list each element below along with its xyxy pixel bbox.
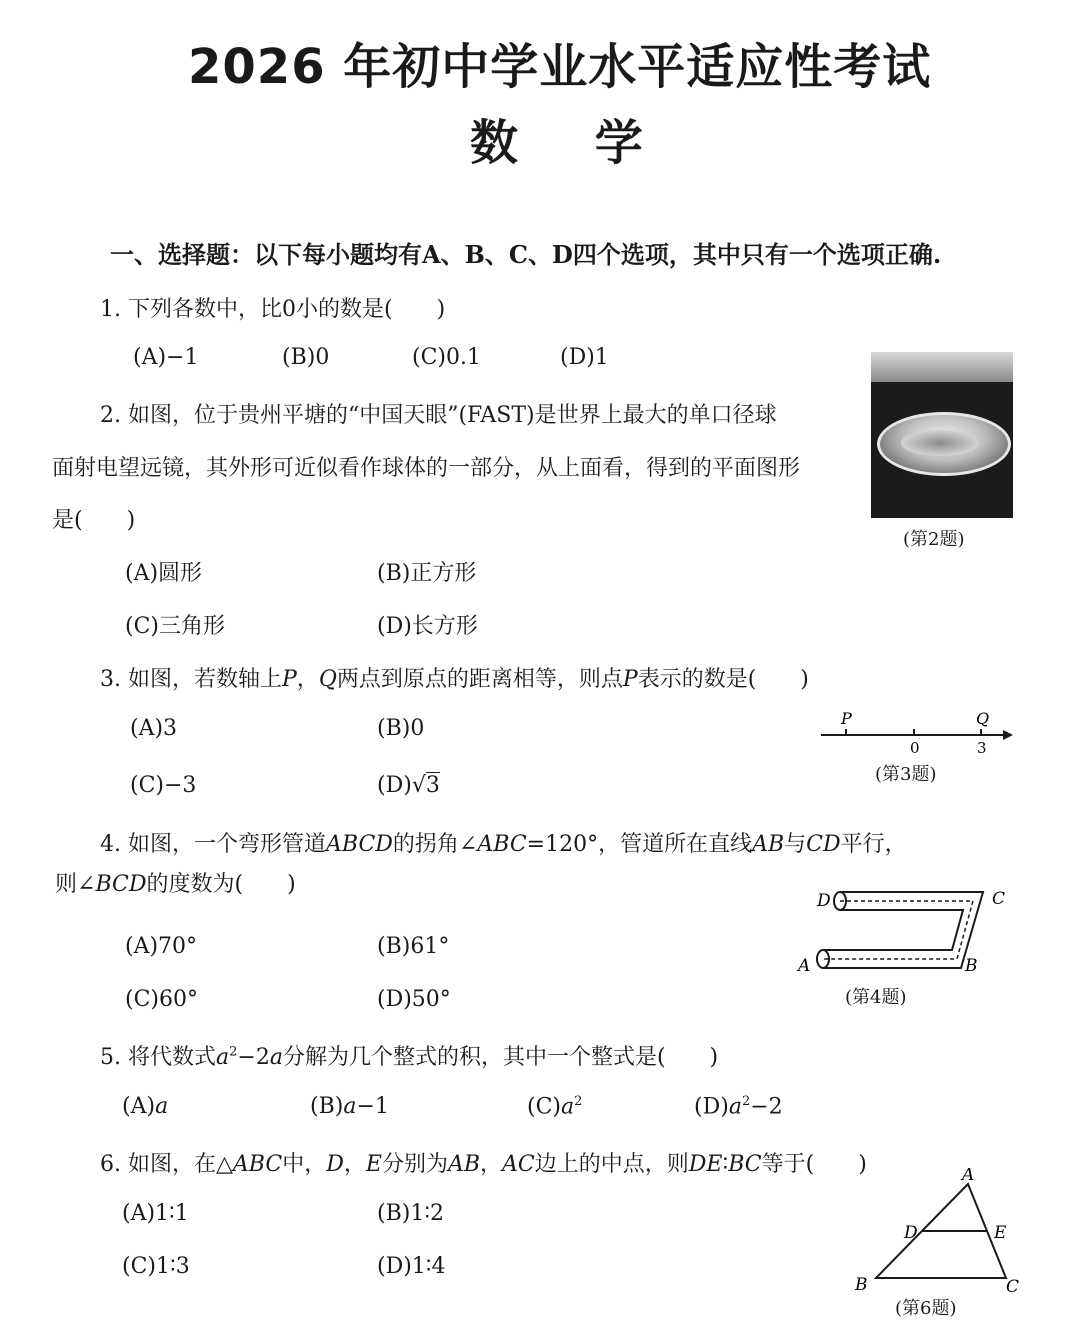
figure-4-caption: (第4题) [845, 987, 907, 1008]
figure-6-caption: (第6题) [895, 1298, 957, 1319]
figure-6-label-d: D [904, 1223, 918, 1243]
question-3-option-a[interactable]: (A)3 [130, 716, 178, 741]
figure-4-label-d: D [817, 891, 831, 911]
question-6-text: 6. 如图，在△ABC中，D，E分别为AB，AC边上的中点，则DE∶BC等于( ) [100, 1152, 867, 1177]
question-5-option-c[interactable]: $(C)a^2$ [527, 1094, 583, 1120]
figure-4-label-c: C [992, 889, 1006, 909]
question-6-option-d[interactable]: (D)1∶4 [377, 1254, 446, 1279]
question-3-option-c[interactable]: (C)−3 [130, 773, 197, 798]
figure-3-number-line [815, 705, 1020, 760]
question-1-option-c[interactable]: (C)0.1 [412, 345, 481, 370]
question-4-option-b[interactable]: (B)61° [377, 934, 450, 959]
question-3-option-b[interactable]: (B)0 [377, 716, 425, 741]
question-2-option-c[interactable]: (C)三角形 [125, 614, 225, 639]
question-1-option-d[interactable]: (D)1 [560, 345, 609, 370]
figure-6-triangle [848, 1168, 1023, 1293]
figure-6-label-a: A [962, 1168, 975, 1185]
fast-telescope-photo [871, 352, 1013, 518]
question-6-option-b[interactable]: (B)1∶2 [377, 1201, 445, 1226]
question-5-option-a[interactable]: (A)a [122, 1094, 169, 1119]
question-4-line-1: 4. 如图，一个弯形管道ABCD的拐角∠ABC=120°，管道所在直线AB与CD平行， [100, 832, 907, 857]
question-6-option-a[interactable]: (A)1∶1 [122, 1201, 189, 1226]
question-2-option-d[interactable]: (D)长方形 [377, 614, 478, 639]
figure-3-label-q: Q [976, 709, 990, 728]
figure-3-tick-0: 0 [910, 739, 920, 757]
question-4-option-d[interactable]: (D)50° [377, 987, 451, 1012]
figure-3-label-p: P [841, 709, 852, 728]
figure-4-label-b: B [965, 956, 978, 976]
question-3-option-d[interactable]: (D)√3 [377, 773, 440, 798]
question-1-option-b[interactable]: (B)0 [282, 345, 330, 370]
question-4-option-a[interactable]: (A)70° [125, 934, 198, 959]
question-5-option-d[interactable]: $(D)a^2-2$ [694, 1094, 783, 1120]
section-heading: 一、选择题：以下每小题均有A、B、C、D四个选项，其中只有一个选项正确. [110, 240, 942, 269]
question-4-line-2: 则∠BCD的度数为( ) [55, 872, 296, 897]
figure-3-tick-3: 3 [977, 739, 987, 757]
question-3-text: 3. 如图，若数轴上P，Q两点到原点的距离相等，则点P表示的数是( ) [100, 667, 809, 692]
question-5-text: 5. 将代数式$a^2-2a$分解为几个整式的积，其中一个整式是( ) [100, 1044, 719, 1070]
figure-6-label-e: E [994, 1223, 1007, 1243]
question-6-option-c[interactable]: (C)1∶3 [122, 1254, 190, 1279]
figure-4-label-a: A [798, 956, 811, 976]
question-4-option-c[interactable]: (C)60° [125, 987, 198, 1012]
figure-6-label-b: B [855, 1275, 868, 1293]
question-2-option-a[interactable]: (A)圆形 [125, 561, 203, 586]
question-5-option-b[interactable]: (B)a−1 [310, 1094, 389, 1119]
subject-title: 数 学 [470, 115, 673, 171]
exam-title: 2026 年初中学业水平适应性考试 [188, 39, 932, 95]
question-1-text: 1. 下列各数中，比0小的数是( ) [100, 297, 446, 322]
question-1-option-a[interactable]: (A)−1 [133, 345, 199, 370]
question-2-line-3: 是( ) [52, 508, 136, 533]
question-2-line-1: 2. 如图，位于贵州平塘的“中国天眼”(FAST)是世界上最大的单口径球 [100, 403, 777, 428]
figure-6-label-c: C [1006, 1277, 1020, 1293]
figure-3-caption: (第3题) [875, 764, 937, 785]
figure-2-caption: (第2题) [903, 529, 965, 550]
question-2-line-2: 面射电望远镜，其外形可近似看作球体的一部分，从上面看，得到的平面图形 [52, 456, 801, 481]
question-2-option-b[interactable]: (B)正方形 [377, 561, 477, 586]
figure-4-pipe [795, 882, 1015, 977]
